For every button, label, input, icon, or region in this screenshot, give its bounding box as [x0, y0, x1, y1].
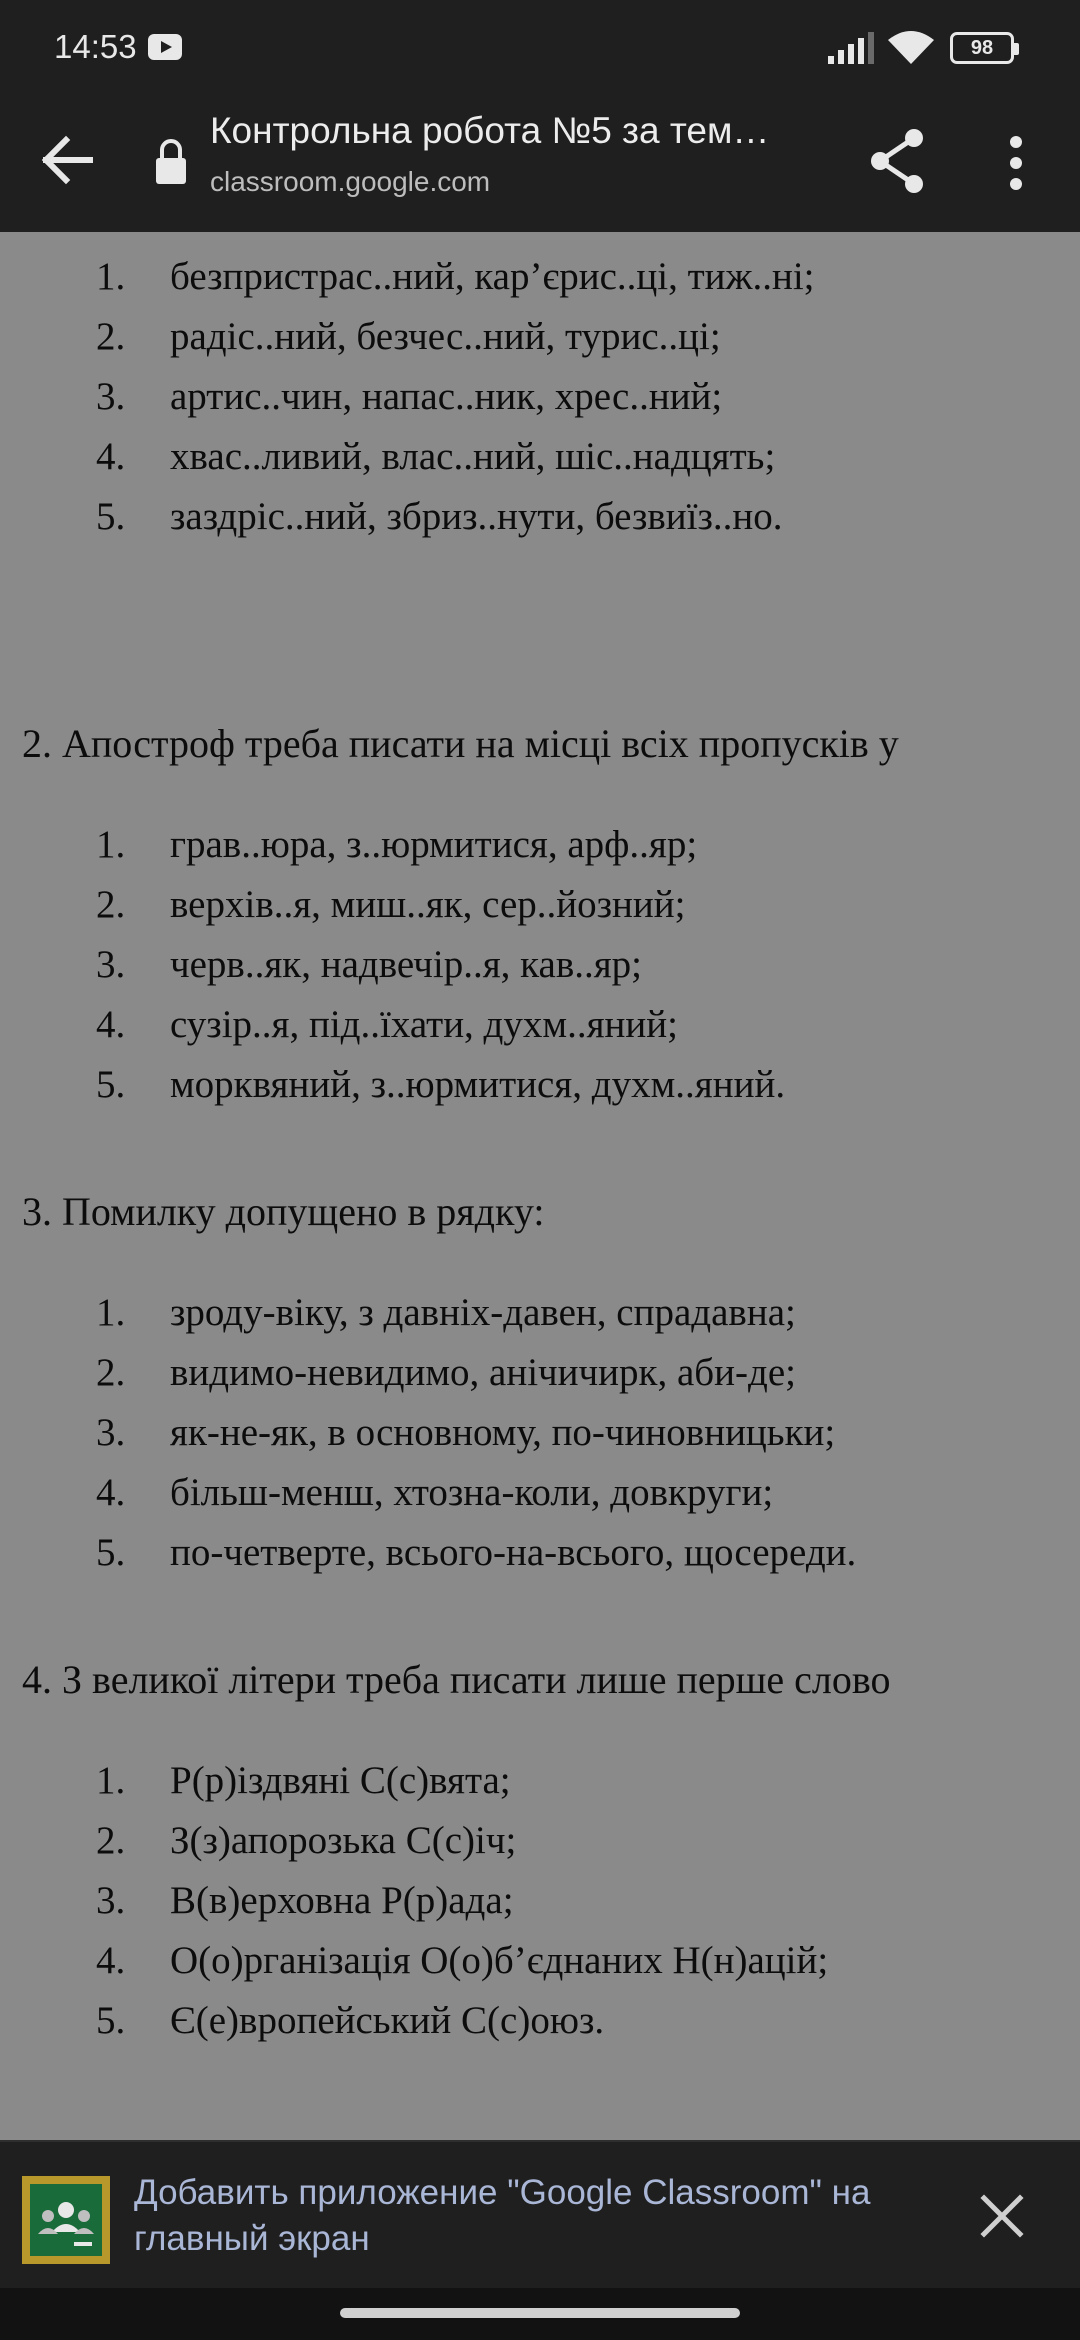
close-icon[interactable]	[972, 2186, 1032, 2246]
list-item	[0, 1878, 1080, 1938]
item-number: 3.	[96, 1879, 126, 1922]
item-number: 2.	[96, 315, 126, 358]
item-number: 3.	[96, 375, 126, 418]
signal-icon	[826, 32, 876, 64]
navigation-bar	[0, 2288, 1080, 2340]
item-number: 2.	[96, 883, 126, 926]
item-text: хвас..ливий, влас..ний, шіс..надцять;	[170, 435, 776, 478]
add-to-home-banner[interactable]	[0, 2140, 1080, 2288]
list-item	[0, 434, 1080, 494]
question-4-heading: 4. З великої літери треба писати лише перше слово	[22, 1657, 891, 1702]
item-text: безпристрас..ний, кар’єрис..ці, тиж..ні;	[170, 255, 815, 298]
item-text: черв..як, надвечір..я, кав..яр;	[170, 943, 643, 986]
item-text: З(з)апорозька С(с)іч;	[170, 1819, 517, 1862]
item-number: 1.	[96, 1291, 126, 1334]
item-text: грав..юра, з..юрмитися, арф..яр;	[170, 823, 698, 866]
item-number: 3.	[96, 1411, 126, 1454]
share-icon[interactable]	[866, 126, 930, 196]
item-number: 3.	[96, 943, 126, 986]
list-item	[0, 942, 1080, 1002]
browser-toolbar	[0, 96, 1080, 232]
google-classroom-icon	[22, 2176, 110, 2264]
back-arrow-icon[interactable]	[36, 128, 100, 192]
list-item	[0, 1530, 1080, 1590]
item-text: заздріс..ний, збриз..нути, безвиїз..но.	[170, 495, 783, 538]
list-item	[0, 1062, 1080, 1122]
item-text: верхів..я, миш..як, сер..йозний;	[170, 883, 686, 926]
list-item	[0, 314, 1080, 374]
item-text: по-четверте, всього-на-всього, щосереди.	[170, 1531, 857, 1574]
item-text: як-не-як, в основному, по-чиновницьки;	[170, 1411, 836, 1454]
list-item	[0, 1002, 1080, 1062]
item-number: 5.	[96, 1999, 126, 2042]
item-text: артис..чин, напас..ник, хрес..ний;	[170, 375, 723, 418]
play-icon	[148, 34, 182, 60]
classroom-people-icon	[30, 2184, 102, 2256]
item-number: 2.	[96, 1351, 126, 1394]
status-bar	[0, 0, 1080, 96]
page-url[interactable]: classroom.google.com	[210, 166, 491, 197]
question-3-heading: 3. Помилку допущено в рядку:	[22, 1189, 545, 1234]
lock-icon[interactable]	[154, 136, 188, 186]
item-number: 4.	[96, 1939, 126, 1982]
list-item	[0, 494, 1080, 554]
item-text: більш-менш, хтозна-коли, довкруги;	[170, 1471, 774, 1514]
battery-level: 98	[970, 37, 994, 59]
more-vert-icon[interactable]	[994, 128, 1038, 198]
item-text: Є(е)вропейський С(с)оюз.	[170, 1999, 605, 2042]
list-item	[0, 1410, 1080, 1470]
document-content[interactable]	[0, 232, 1080, 2140]
item-number: 4.	[96, 1471, 126, 1514]
item-text: Р(р)іздвяні С(с)вята;	[170, 1759, 511, 1802]
item-text: сузір..я, під..їхати, духм..яний;	[170, 1003, 678, 1046]
banner-message[interactable]: Добавить приложение "Google Classroom" на главный экран	[134, 2173, 871, 2258]
list-item	[0, 1818, 1080, 1878]
item-text: В(в)ерховна Р(р)ада;	[170, 1879, 514, 1922]
home-indicator[interactable]	[340, 2308, 740, 2318]
page-title[interactable]: Контрольна робота №5 за тем…	[210, 110, 770, 151]
item-number: 5.	[96, 1063, 126, 1106]
wifi-icon	[886, 28, 936, 68]
list-item	[0, 882, 1080, 942]
list-item	[0, 1350, 1080, 1410]
item-text: морквяний, з..юрмитися, духм..яний.	[170, 1063, 786, 1106]
list-item	[0, 1758, 1080, 1818]
item-number: 4.	[96, 1003, 126, 1046]
item-text: О(о)рганізація О(о)б’єднаних Н(н)ацій;	[170, 1939, 829, 1982]
list-item	[0, 822, 1080, 882]
list-item	[0, 254, 1080, 314]
status-time: 14:53	[54, 28, 137, 65]
list-item	[0, 1470, 1080, 1530]
item-number: 1.	[96, 823, 126, 866]
list-item	[0, 1998, 1080, 2058]
item-text: видимо-невидимо, анічичирк, аби-де;	[170, 1351, 796, 1394]
item-number: 2.	[96, 1819, 126, 1862]
item-number: 5.	[96, 495, 126, 538]
list-item	[0, 1290, 1080, 1350]
item-number: 1.	[96, 255, 126, 298]
item-number: 4.	[96, 435, 126, 478]
item-text: зроду-віку, з давніх-давен, спрадавна;	[170, 1291, 796, 1334]
item-text: радіс..ний, безчес..ний, турис..ці;	[170, 315, 721, 358]
question-2-heading: 2. Апостроф треба писати на місці всіх пропусків у	[22, 721, 899, 766]
item-number: 1.	[96, 1759, 126, 1802]
battery-icon	[950, 32, 1014, 64]
list-item	[0, 374, 1080, 434]
list-item	[0, 1938, 1080, 1998]
item-number: 5.	[96, 1531, 126, 1574]
